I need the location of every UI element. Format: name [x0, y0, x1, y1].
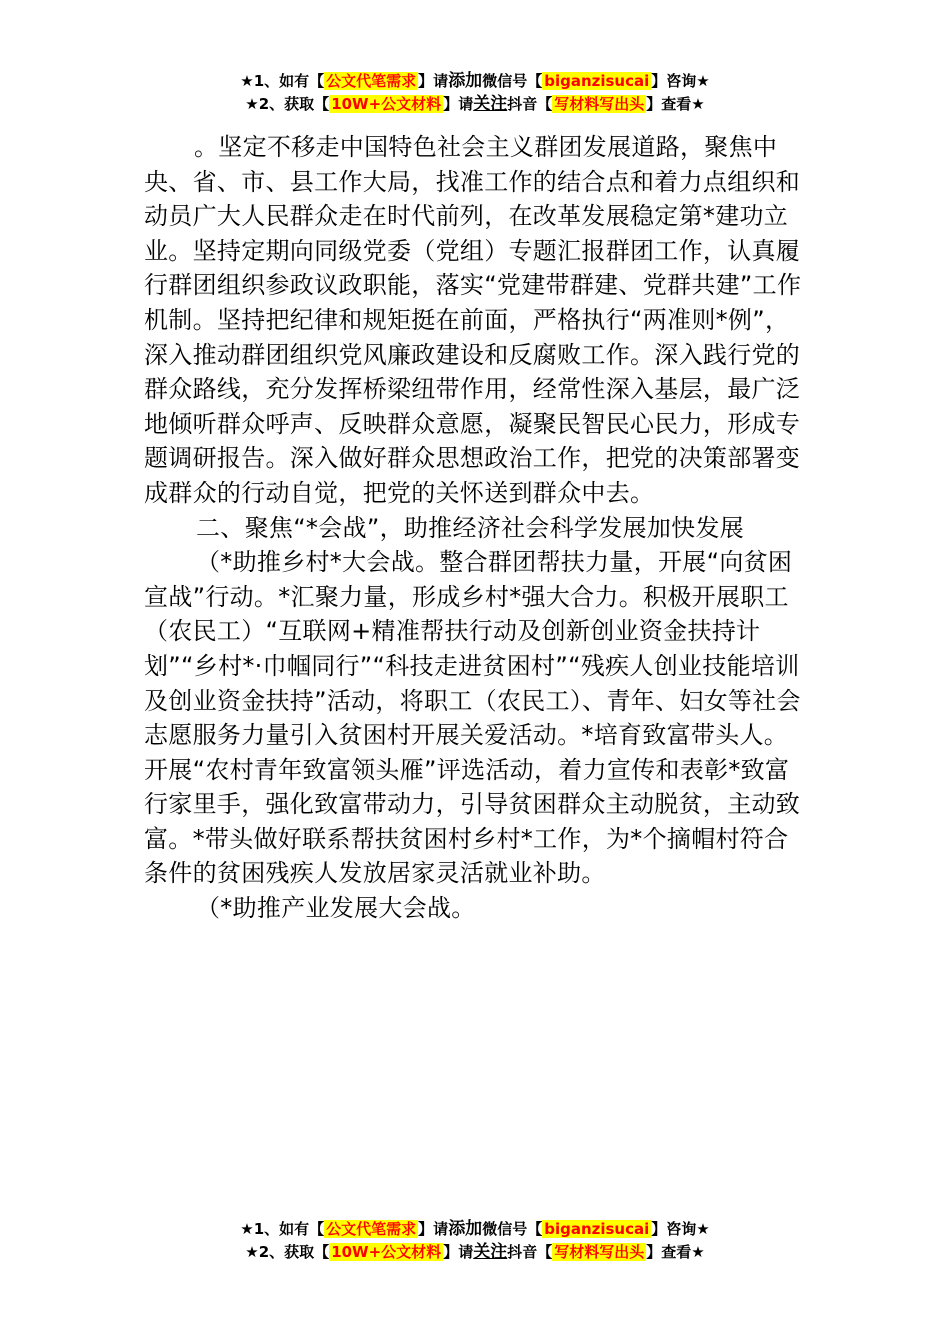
- banner-emphasis: 关注: [473, 1242, 508, 1262]
- banner-text: 微信号【: [482, 72, 543, 90]
- highlight-materials: 10W+公文材料: [331, 1243, 442, 1261]
- banner-text: 微信号【: [482, 1220, 543, 1238]
- paragraph-2: （*助推乡村*大会战。整合群团帮扶力量，开展“向贫困宣战”行动。*汇聚力量，形成乡村*强大合力。积极开展职工（农民工）“互联网+精准帮扶行动及创新创业资金扶持计划”“乡村*·巾帼同行”“科技走进贫困村”“残疾人创业技能培训及创业资金扶持”活动，将职工（农民工）、青年、妇女等社会志愿服务力量引入贫困村开展关爱活动。*培育致富带头人。开展“农村青年致富领头雁”评选活动，着力宣传和表彰*致富行家里手，强化致富带动力，引导贫困群众主动脱贫，主动致富。*带头做好联系帮扶贫困村乡村*工作，为*个摘帽村符合条件的贫困残疾人发放居家灵活就业补助。: [144, 548, 801, 888]
- banner-emphasis: 关注: [473, 94, 508, 114]
- paragraph-1: 。坚定不移走中国特色社会主义群团发展道路，聚焦中央、省、市、县工作大局，找准工作的结合点和着力点组织和动员广大人民群众走在时代前列，在改革发展稳定第*建功立业。坚持定期向同级党委（党组）专题汇报群团工作，认真履行群团组织参政议政职能，落实“党建带群建、党群共建”工作机制。坚持把纪律和规矩挺在前面，严格执行“两准则*例”，深入推动群团组织党风廉政建设和反腐败工作。深入践行党的群众路线，充分发挥桥梁纽带作用，经常性深入基层，最广泛地倾听群众呼声、反映群众意愿，凝聚民智民心民力，形成专题调研报告。深入做好群众思想政治工作，把党的决策部署变成群众的行动自觉，把党的关怀送到群众中去。: [144, 133, 802, 507]
- banner-text: 】查看★: [646, 95, 705, 113]
- banner-text: 抖音【: [507, 1243, 553, 1261]
- banner-text: 抖音【: [507, 95, 553, 113]
- banner-line-2: [0, 1241, 950, 1264]
- highlight-service: 公文代笔需求: [326, 72, 417, 90]
- banner-text: ★2、获取【: [245, 95, 330, 113]
- highlight-douyin: 写材料写出头: [554, 95, 645, 113]
- banner-text: 】咨询★: [651, 1220, 710, 1238]
- header-banner: [0, 70, 950, 116]
- banner-emphasis: 添加: [448, 1219, 483, 1239]
- banner-text: 】咨询★: [651, 72, 710, 90]
- banner-text: 】请: [443, 95, 474, 113]
- highlight-materials: 10W+公文材料: [331, 95, 442, 113]
- banner-text: 】查看★: [646, 1243, 705, 1261]
- banner-text: ★1、如有【: [240, 1220, 325, 1238]
- banner-text: ★2、获取【: [245, 1243, 330, 1261]
- highlight-wechat-id: biganzisucai: [544, 1220, 650, 1238]
- banner-line-1: [0, 1218, 950, 1241]
- banner-line-2: [0, 93, 950, 116]
- highlight-wechat-id: biganzisucai: [544, 72, 650, 90]
- banner-text: 】请: [443, 1243, 474, 1261]
- highlight-service: 公文代笔需求: [326, 1220, 417, 1238]
- paragraph-3: （*助推产业发展大会战。: [196, 894, 476, 923]
- highlight-douyin: 写材料写出头: [554, 1243, 645, 1261]
- banner-text: 】请: [418, 1220, 449, 1238]
- banner-emphasis: 添加: [448, 71, 483, 91]
- banner-text: ★1、如有【: [240, 72, 325, 90]
- banner-text: 】请: [418, 72, 449, 90]
- section-heading: 二、聚焦“*会战”，助推经济社会科学发展加快发展: [196, 513, 745, 542]
- banner-line-1: [0, 70, 950, 93]
- footer-banner: [0, 1218, 950, 1264]
- document-body: [144, 130, 812, 926]
